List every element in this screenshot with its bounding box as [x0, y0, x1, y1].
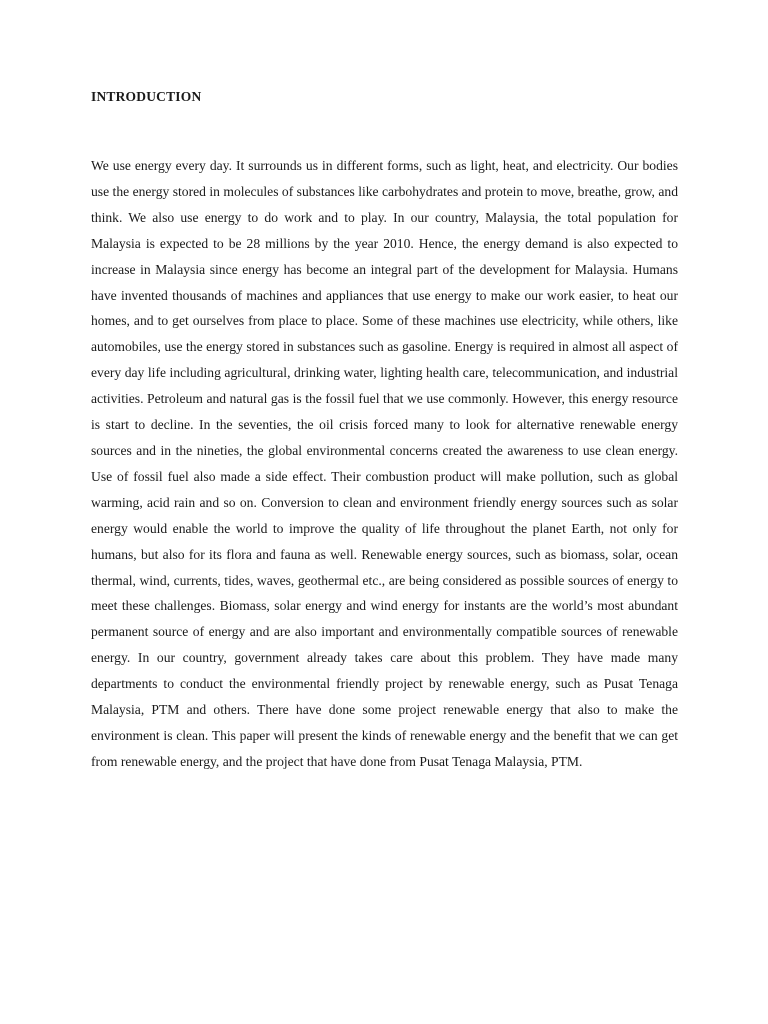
introduction-paragraph: We use energy every day. It surrounds us in different forms, such as light, heat, and electricity. Our bodies use the energy stored in molecules of substances like carbohydrates and protein to move, breathe, grow, and think. We also use energy to do work and to play. In our country, Malaysia, the total population for Malaysia is expected to be 28 millions by the year 2010. Hence, the energy demand is also expected to increase in Malaysia since energy has become an integral part of the development for Malaysia. Humans have invented thousands of machines and appliances that use energy to make our work easier, to heat our homes, and to get ourselves from place to place. Some of these machines use electricity, while others, like automobiles, use the energy stored in substances such as gasoline. Energy is required in almost all aspect of every day life including agricultural, drinking water, lighting health care, telecommunication, and industrial activities. Petroleum and natural gas is the fossil fuel that we use commonly. However, this energy resource is start to decline. In the seventies, the oil crisis forced many to look for alternative renewable energy sources and in the nineties, the global environmental concerns created the awareness to use clean energy. Use of fossil fuel also made a side effect. Their combustion product will make pollution, such as global warming, acid rain and so on. Conversion to clean and environment friendly energy sources such as solar energy would enable the world to improve the quality of life throughout the planet Earth, not only for humans, but also for its flora and fauna as well. Renewable energy sources, such as biomass, solar, ocean thermal, wind, currents, tides, waves, geothermal etc., are being considered as possible sources of energy to meet these challenges. Biomass, solar energy and wind energy for instants are the world’s most abundant permanent source of energy and are also important and environmentally compatible sources of renewable energy. In our country, government already takes care about this problem. They have made many departments to conduct the environmental friendly project by renewable energy, such as Pusat Tenaga Malaysia, PTM and others. There have done some project renewable energy that also to make the environment is clean. This paper will present the kinds of renewable energy and the benefit that we can get from renewable energy, and the project that have done from Pusat Tenaga Malaysia, PTM.	[91, 158, 678, 769]
section-heading: INTRODUCTION	[91, 89, 202, 104]
